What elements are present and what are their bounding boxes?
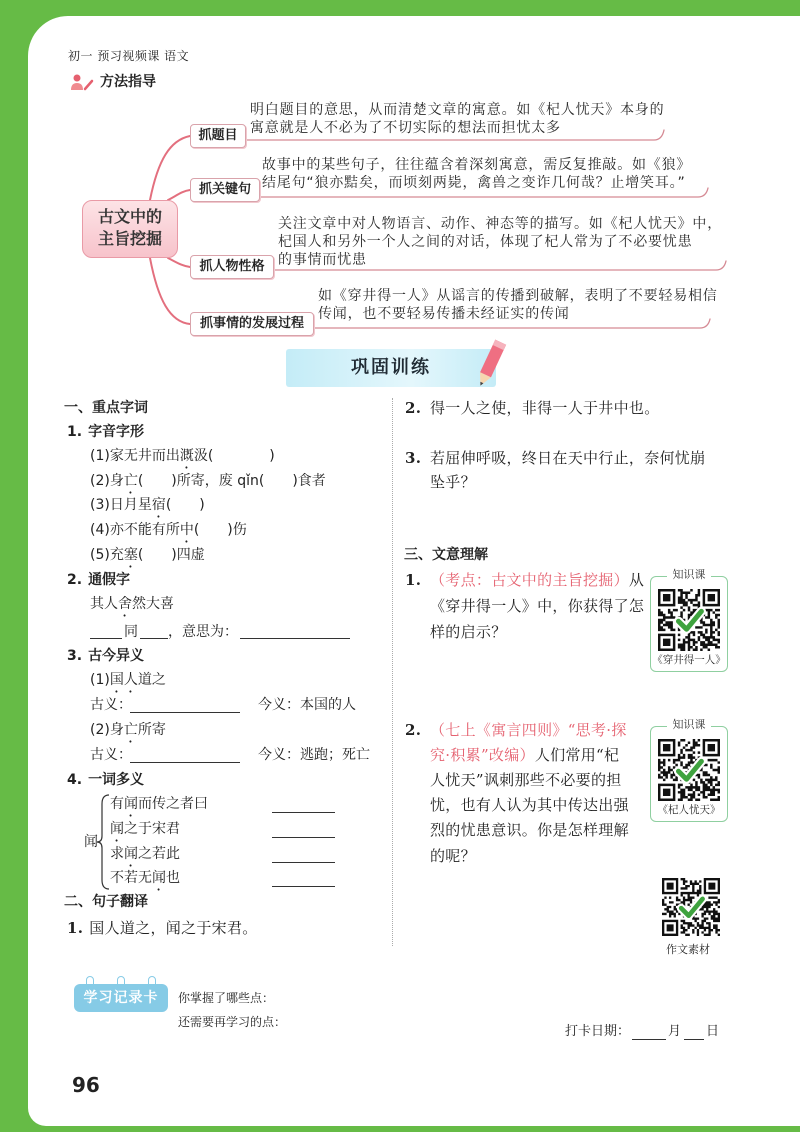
- item-text: ( )伤: [193, 522, 247, 538]
- question-number: 1.: [67, 424, 83, 440]
- item-text: 求: [110, 846, 124, 862]
- course-header: 初一 预习视频课 语文: [68, 49, 190, 63]
- center-node-line: 主旨挖掘: [97, 229, 162, 248]
- answer-blank: [90, 638, 122, 639]
- emphasized-char: 亡: [123, 722, 138, 738]
- ancient-meaning-label: 古义：: [90, 747, 132, 763]
- question-text: 得一人之使，非得一人于井中也。: [430, 399, 660, 417]
- question-text: 忧，也有人认为其中传达出强: [430, 796, 629, 814]
- part2-heading: 二、句子翻译: [64, 894, 148, 910]
- question-text-rest: 人们常用“杞: [534, 746, 620, 764]
- question-number: 2.: [405, 721, 422, 739]
- question-text: [430, 745, 619, 765]
- pronunciation-item: [90, 546, 205, 571]
- ancient-meaning-label: 古义：: [90, 697, 132, 713]
- question-title: 古今异义: [88, 648, 145, 664]
- question-number: 2.: [405, 399, 422, 417]
- item-text: (1)家无井而出: [90, 448, 180, 464]
- qr-code-icon: [658, 739, 720, 801]
- knowledge-lesson-card: [650, 718, 728, 822]
- training-banner: 巩固训练: [286, 349, 496, 387]
- branch-text-line: 明白题目的意思，从而清楚文章的寓意。如《杞人忧天》本身的: [250, 102, 665, 118]
- material-qr-caption: 作文素材: [666, 943, 710, 956]
- emphasized-char: 闻: [124, 796, 138, 812]
- branch-text-line: 寓意就是人不必为了不切实际的想法而担忧太多: [250, 120, 561, 136]
- answer-blank: [272, 812, 335, 813]
- mastered-points-label: 你掌握了哪些点：: [178, 991, 275, 1005]
- q2-heading: [67, 571, 130, 589]
- part1-heading: 一、重点字词: [64, 400, 148, 416]
- mind-map-center-node: [82, 200, 178, 258]
- item-text: 之于宋君: [124, 821, 180, 837]
- answer-blank: [130, 712, 240, 713]
- center-node-line: 古文中的: [97, 207, 162, 226]
- source-tag: 究·积累”改编）: [430, 746, 535, 764]
- loan-character-sentence: [90, 595, 174, 620]
- qr-code-icon: [658, 589, 720, 651]
- method-guide-title: 方法指导: [100, 74, 156, 90]
- emphasized-char: 闻: [124, 846, 138, 862]
- pencil-icon: [474, 336, 514, 392]
- item-text: (3)日月星: [90, 497, 152, 513]
- branch-label-key-sentence: 抓关键句: [190, 178, 260, 202]
- emphasized-char: 国人: [109, 672, 138, 688]
- emphasized-char: 闻: [110, 821, 124, 837]
- qr-code-icon: [662, 878, 720, 936]
- pronunciation-item: [90, 447, 275, 472]
- item-text: ( )四虚: [137, 547, 205, 563]
- branch-label-plot: 抓事情的发展过程: [190, 312, 314, 336]
- answer-blank: [272, 837, 335, 838]
- question-number: 3.: [405, 449, 422, 467]
- branch-label-character: 抓人物性格: [190, 255, 274, 279]
- pronunciation-item: [90, 496, 205, 521]
- emphasized-char: 塞: [123, 547, 138, 563]
- question-number: 4.: [67, 772, 83, 788]
- question-text: 国人道之，闻之于宋君。: [89, 919, 258, 937]
- page-number: 96: [72, 1073, 100, 1097]
- question-number: 2.: [67, 572, 83, 588]
- month-blank: [632, 1039, 666, 1040]
- emphasized-char: 中: [179, 522, 194, 538]
- question-number: 3.: [67, 648, 83, 664]
- item-text: ( ): [165, 497, 205, 513]
- polysemy-item: [110, 795, 208, 820]
- emphasized-char: 亡: [123, 473, 138, 489]
- question-text: 坠乎？: [430, 473, 476, 491]
- polysemy-item: [110, 869, 180, 894]
- question-title: 通假字: [88, 572, 131, 588]
- q3-heading: [67, 647, 144, 665]
- branch-text-line: 的事情而忧患: [278, 252, 367, 268]
- question-text-rest: 从: [628, 571, 645, 589]
- q1-heading: [67, 423, 144, 441]
- question-text: 《穿井得一人》中，你获得了怎: [430, 597, 645, 615]
- question-text: 样的启示？: [430, 623, 507, 641]
- question-text: 的呢？: [430, 847, 476, 865]
- month-label: 月: [668, 1024, 682, 1039]
- check-in-date-label: 打卡日期：: [565, 1024, 631, 1039]
- question-text: 人忧天”讽刺那些不必要的担: [430, 771, 622, 789]
- knowledge-lesson-tag: 知识课: [667, 718, 711, 732]
- item-text: ( )所寄，废 qǐn( )食者: [137, 473, 326, 489]
- question-number: 1.: [405, 571, 422, 589]
- item-text: 所寄: [137, 722, 166, 738]
- emphasized-char: 溉: [179, 448, 194, 464]
- question-text: 若屈伸呼吸，终日在天中行止，奈何忧崩: [430, 449, 706, 467]
- item-text: (2)身: [90, 722, 124, 738]
- branch-text-line: 结尾句“狼亦黠矣，而顷刻两毙，禽兽之变诈几何哉？止增笑耳。”: [262, 175, 686, 191]
- meaning-label: ，意思为：: [168, 624, 238, 640]
- modern-meaning: 今义：逃跑；死亡: [258, 747, 370, 763]
- item-text: 有: [110, 796, 124, 812]
- item-text: 然大喜: [132, 596, 174, 612]
- answer-blank: [240, 638, 350, 639]
- item-text: (2)身: [90, 473, 124, 489]
- item-text: 不若无: [110, 870, 152, 886]
- polysemy-word: 闻: [84, 834, 98, 850]
- item-text: 也: [166, 870, 180, 886]
- knowledge-lesson-card: [650, 568, 728, 672]
- answer-blank: [272, 862, 335, 863]
- answer-blank: [272, 886, 335, 887]
- emphasized-char: 舍: [118, 596, 132, 612]
- pronunciation-item: [90, 472, 326, 497]
- polysemy-item: [110, 845, 180, 870]
- same-as-label: 同: [124, 624, 138, 640]
- item-text: (1): [90, 672, 110, 688]
- branch-text-line: 传闻，也不要轻易传播未经证实的传闻: [318, 306, 570, 322]
- branch-text-line: 杞国人和另外一个人之间的对话，体现了杞人常为了不必要忧患: [278, 234, 693, 250]
- knowledge-lesson-caption: 《穿井得一人》: [652, 654, 726, 666]
- question-text: 烈的忧患意识。你是怎样理解: [430, 821, 629, 839]
- emphasized-char: 闻: [152, 870, 166, 886]
- column-divider: [392, 398, 393, 946]
- item-text: 而传之者曰: [138, 796, 208, 812]
- q4-heading: [67, 771, 144, 789]
- item-text: 道之: [137, 672, 166, 688]
- day-label: 日: [706, 1024, 720, 1039]
- item-text: 汲( ): [193, 448, 275, 464]
- branch-text-line: 关注文章中对人物语言、动作、神态等的描写。如《杞人忧天》中，: [278, 216, 722, 232]
- question-text: [430, 570, 644, 590]
- source-tag: （七上《寓言四则》“思考·探: [430, 721, 627, 739]
- branch-text-line: 如《穿井得一人》从谣言的传播到破解，表明了不要轻易相信: [318, 288, 718, 304]
- modern-meaning: 今义：本国的人: [258, 697, 356, 713]
- item-text: (4)亦不能有所: [90, 522, 180, 538]
- branch-text-line: 故事中的某些句子，往往蕴含着深刻寓意，需反复推敲。如《狼》: [262, 157, 692, 173]
- question-number: 1.: [67, 919, 84, 937]
- ancient-modern-phrase: [90, 721, 166, 746]
- knowledge-lesson-tag: 知识课: [667, 568, 711, 582]
- answer-blank: [140, 638, 168, 639]
- study-record-badge: 学习记录卡: [74, 984, 168, 1012]
- knowledge-lesson-caption: 《杞人忧天》: [657, 804, 721, 816]
- review-points-label: 还需要再学习的点：: [178, 1015, 287, 1029]
- item-text: (5)充: [90, 547, 124, 563]
- pronunciation-item: [90, 521, 247, 546]
- branch-label-title: 抓题目: [190, 124, 246, 148]
- translation-item: [67, 918, 258, 938]
- question-title: 一词多义: [88, 772, 145, 788]
- emphasized-char: 宿: [151, 497, 166, 513]
- exam-point-tag: （考点：古文中的主旨挖掘）: [430, 571, 629, 589]
- question-title: 字音字形: [88, 424, 145, 440]
- day-blank: [684, 1039, 704, 1040]
- answer-blank: [130, 762, 240, 763]
- item-text: 之若此: [138, 846, 180, 862]
- item-text: 其人: [90, 596, 118, 612]
- ancient-modern-phrase: [90, 671, 166, 696]
- part3-heading: 三、文意理解: [404, 547, 488, 563]
- polysemy-item: [110, 820, 180, 845]
